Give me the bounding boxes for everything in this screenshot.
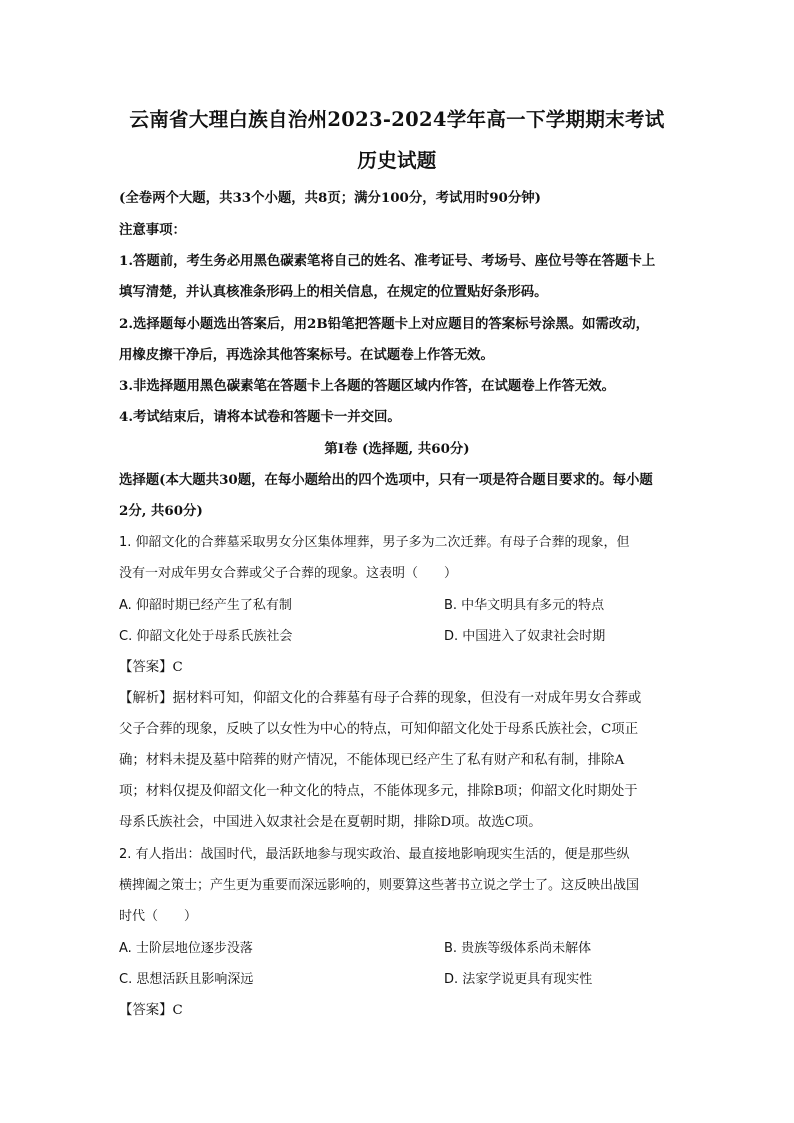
- question-2-option-b: B. 贵族等级体系尚未解体: [444, 941, 592, 956]
- question-1-analysis: 父子合葬的现象，反映了以女性为中心的特点，可知仰韶文化处于母系氏族社会，C项正: [119, 722, 639, 737]
- question-1-analysis: 项；材料仅提及仰韶文化一种文化的特点，不能体现多元，排除B项；仰韶文化时期处于: [119, 784, 638, 799]
- question-2-answer: 【答案】C: [119, 1003, 183, 1018]
- notes-line: 4.考试结束后，请将本试卷和答题卡一并交回。: [119, 409, 401, 425]
- question-2-option-a: A. 士阶层地位逐步没落: [119, 941, 253, 956]
- exam-info: (全卷两个大题，共33个小题，共8页；满分100分，考试用时90分钟): [119, 190, 541, 206]
- notes-line: 填写清楚，并认真核准条形码上的相关信息，在规定的位置贴好条形码。: [119, 284, 548, 300]
- question-1-analysis: 母系氏族社会，中国进入奴隶社会是在夏朝时期，排除D项。故选C项。: [119, 815, 542, 830]
- section-intro: 2分, 共60分): [119, 503, 203, 519]
- question-1-option-c: C. 仰韶文化处于母系氏族社会: [119, 629, 293, 644]
- question-2-stem: 横捭阖之策士；产生更为重要而深远影响的，则要算这些著书立说之学士了。这反映出战国: [119, 878, 640, 893]
- question-1-option-b: B. 中华文明具有多元的特点: [444, 598, 605, 613]
- notes-line: 3.非选择题用黑色碳素笔在答题卡上各题的答题区域内作答，在试题卷上作答无效。: [119, 378, 616, 394]
- question-2-option-d: D. 法家学说更具有现实性: [444, 972, 593, 987]
- question-1-analysis: 确；材料未提及墓中陪葬的财产情况，不能体现已经产生了私有财产和私有制，排除A: [119, 753, 625, 768]
- exam-title: 云南省大理白族自治州2023-2024学年高一下学期期末考试: [129, 108, 665, 131]
- question-1-option-d: D. 中国进入了奴隶社会时期: [444, 629, 606, 644]
- question-1-answer: 【答案】C: [119, 660, 183, 675]
- question-2-option-c: C. 思想活跃且影响深远: [119, 972, 254, 987]
- question-1-stem: 没有一对成年男女合葬或父子合葬的现象。这表明（ ）: [119, 566, 458, 581]
- notes-line: 用橡皮擦干净后，再选涂其他答案标号。在试题卷上作答无效。: [119, 347, 494, 363]
- question-2-stem: 2. 有人指出：战国时代，最活跃地参与现实政治、最直接地影响现实生活的，便是那些纵: [119, 847, 630, 862]
- question-1-option-a: A. 仰韶时期已经产生了私有制: [119, 598, 292, 613]
- section-intro: 选择题(本大题共30题，在每小题给出的四个选项中，只有一项是符合题目要求的。每小题: [119, 472, 653, 488]
- question-2-stem: 时代（ ）: [119, 909, 198, 924]
- notes-line: 1.答题前，考生务必用黑色碳素笔将自己的姓名、准考证号、考场号、座位号等在答题卡上: [119, 253, 656, 269]
- question-1-analysis: 【解析】据材料可知，仰韶文化的合葬墓有母子合葬的现象，但没有一对成年男女合葬或: [119, 691, 642, 706]
- section-title: 第Ⅰ卷 (选择题, 共60分): [324, 441, 470, 457]
- question-1-stem: 1. 仰韶文化的合葬墓采取男女分区集体埋葬，男子多为二次迁葬。有母子合葬的现象，但: [119, 535, 630, 550]
- exam-subtitle: 历史试题: [357, 149, 437, 172]
- notes-line: 2.选择题每小题选出答案后，用2B铅笔把答题卡上对应题目的答案标号涂黑。如需改动，: [119, 316, 650, 332]
- notes-heading: 注意事项：: [119, 222, 186, 238]
